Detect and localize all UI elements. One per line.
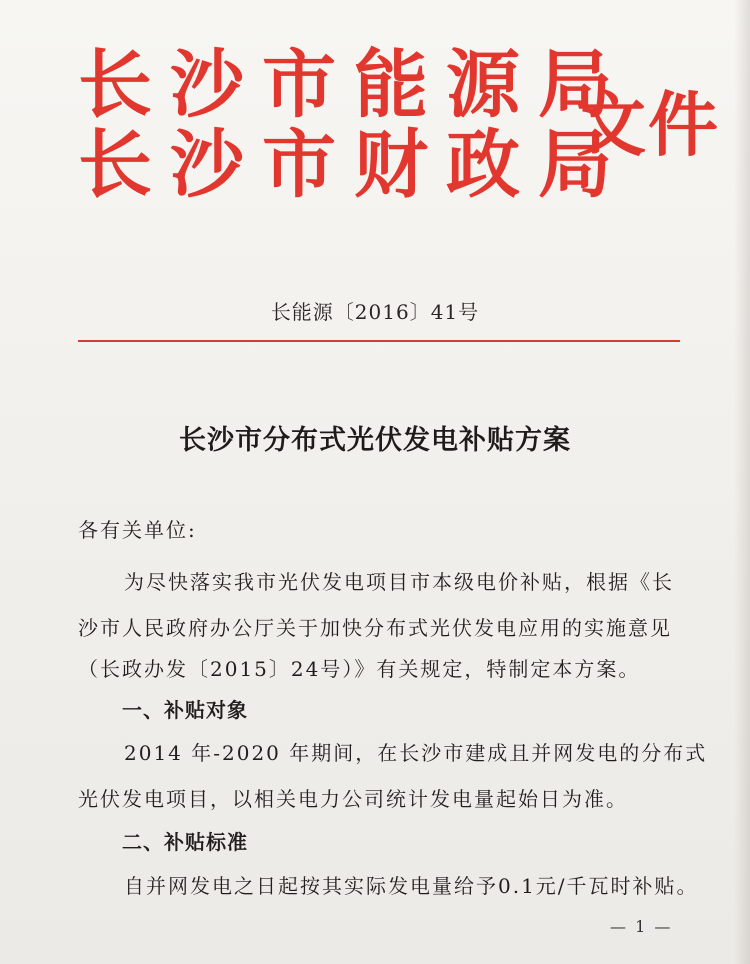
paragraph-1-line-1: 为尽快落实我市光伏发电项目市本级电价补贴，根据《长 [124, 570, 674, 594]
red-divider-line [78, 340, 680, 342]
section-1-line-1: 2014 年-2020 年期间，在长沙市建成且并网发电的分布式 [124, 741, 708, 765]
document-title: 长沙市分布式光伏发电补贴方案 [179, 425, 571, 456]
document-type-label: 文件 [576, 84, 720, 166]
section-1-heading: 一、补贴对象 [122, 698, 248, 722]
issuing-org-line-2: 长沙市财政局 [78, 122, 630, 208]
section-2-line-1: 自并网发电之日起按其实际发电量给予0.1元/千瓦时补贴。 [124, 874, 699, 898]
paragraph-1-line-2: 沙市人民政府办公厅关于加快分布式光伏发电应用的实施意见 [78, 616, 672, 640]
document-number: 长能源〔2016〕41号 [270, 300, 480, 324]
paragraph-1-line-3: （长政办发〔2015〕24号）》有关规定，特制定本方案。 [78, 657, 641, 681]
section-1-line-2: 光伏发电项目，以相关电力公司统计发电量起始日为准。 [78, 787, 628, 811]
section-2-heading: 二、补贴标准 [122, 830, 248, 854]
salutation: 各有关单位: [78, 518, 197, 542]
issuing-org-line-1: 长沙市能源局 [78, 42, 630, 128]
page-number: — 1 — [610, 917, 673, 936]
page-edge-shadow [734, 0, 750, 964]
